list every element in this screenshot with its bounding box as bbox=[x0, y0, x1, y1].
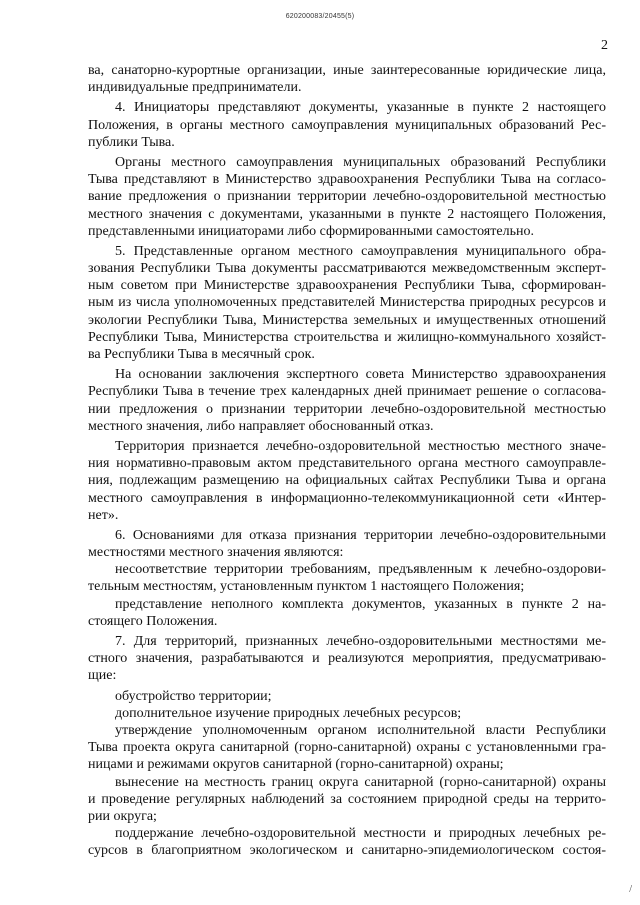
text-line: Территория признается лечебно-оздоровительной местностью местного значе- bbox=[115, 438, 606, 454]
text-line: Республики Тыва, Министерства строительства и жилищно-коммунального хозяйст- bbox=[88, 329, 606, 345]
text-line: ным советом при Министерстве здравоохранения Республики Тыва, сформирован- bbox=[88, 278, 606, 294]
text-line: Тыва проекта округа санитарной (горно-санитарной) охраны с установленными гра- bbox=[88, 740, 606, 756]
document-body bbox=[88, 62, 606, 859]
text-line: 6. Основаниями для отказа признания территории лечебно-оздоровительными bbox=[115, 527, 606, 543]
text-line: вание предложения о признании территории лечебно-оздоровительной местностью bbox=[88, 189, 606, 205]
text-line: сурсов в благоприятном экологическом и санитарно-эпидемиологическом состоя- bbox=[88, 843, 606, 859]
text-line: нии предложения о признании территории лечебно-оздоровительной местностью bbox=[88, 401, 606, 417]
text-line: зования Республики Тыва документы рассматриваются межведомственным эксперт- bbox=[88, 261, 606, 277]
text-line: Республики Тыва в течение трех календарных дней принимает решение о согласова- bbox=[88, 384, 606, 400]
text-line: местного значения, либо направляет обоснованный отказ. bbox=[88, 418, 434, 434]
text-line: местного значения с документами, указанными в пункте 2 настоящего Положения, bbox=[88, 206, 606, 222]
text-line: рии округа; bbox=[88, 808, 157, 824]
text-line: ва Республики Тыва в месячный срок. bbox=[88, 347, 315, 362]
text-line: ва, санаторно-курортные организации, иные заинтересованные юридические лица, bbox=[88, 63, 606, 78]
text-line: 7. Для территорий, признанных лечебно-оздоровительными местностями ме- bbox=[115, 634, 606, 649]
text-line: ницами и режимами округов санитарной (горно-санитарной) охраны; bbox=[88, 757, 504, 773]
text-line: представление неполного комплекта документов, указанных в пункте 2 на- bbox=[115, 596, 606, 612]
text-line: публики Тыва. bbox=[88, 134, 175, 150]
text-line: индивидуальные предприниматели. bbox=[88, 80, 302, 96]
text-line: обустройство территории; bbox=[115, 688, 272, 704]
text-line: утверждение уполномоченным органом исполнительной власти Республики bbox=[115, 722, 606, 738]
text-line: дополнительное изучение природных лечебных ресурсов; bbox=[115, 705, 462, 721]
text-line: ным из числа уполномоченных представителей Министерства природных ресурсов и bbox=[88, 295, 606, 311]
text-line: ния, подлежащим размещению на официальных сайтах Республики Тыва и органа bbox=[88, 473, 606, 489]
text-line: ния нормативно-правовым актом представительного органа местного самоуправле- bbox=[88, 456, 606, 472]
text-line: представленными инициаторами либо сформированными самостоятельно. bbox=[88, 223, 534, 239]
text-line: Органы местного самоуправления муниципальных образований Республики bbox=[115, 154, 606, 170]
page-number: 2 bbox=[601, 38, 608, 53]
text-line: и проведение регулярных наблюдений за состоянием природной среды на террито- bbox=[88, 791, 606, 807]
text-line: вынесение на местность границ округа санитарной (горно-санитарной) охраны bbox=[115, 774, 606, 790]
text-line: На основании заключения экспертного совета Министерство здравоохранения bbox=[115, 367, 606, 383]
text-line: стного значения, разрабатываются и реализуются мероприятия, предусматриваю- bbox=[88, 651, 606, 667]
text-line: Положения, в органы местного самоуправления муниципальных образований Рес- bbox=[88, 117, 606, 133]
text-line: стоящего Положения. bbox=[88, 613, 218, 629]
text-line: местного самоуправления в информационно-телекоммуникационной сети «Интер- bbox=[88, 490, 606, 506]
corner-mark: / bbox=[629, 884, 632, 895]
text-line: 5. Представленные органом местного самоуправления муниципального обра- bbox=[115, 243, 606, 259]
text-line: несоответствие территории требованиям, предъявленным к лечебно-оздорови- bbox=[115, 562, 606, 578]
text-line: экологии Республики Тыва, Министерства земельных и имущественных отношений bbox=[88, 312, 606, 328]
text-line: тельным местностям, установленным пунктом 1 настоящего Положения; bbox=[88, 579, 525, 595]
text-line: нет». bbox=[88, 507, 119, 523]
text-line: поддержание лечебно-оздоровительной местности и природных лечебных ре- bbox=[115, 826, 606, 842]
document-id: 620200083/20455(5) bbox=[285, 13, 355, 20]
text-line: щие: bbox=[88, 668, 117, 684]
text-line: Тыва представляют в Министерство здравоохранения Республики Тыва на согласо- bbox=[88, 172, 606, 188]
text-line: 4. Инициаторы представляют документы, указанные в пункте 2 настоящего bbox=[115, 100, 606, 116]
text-line: местностями местного значения являются: bbox=[88, 545, 344, 561]
